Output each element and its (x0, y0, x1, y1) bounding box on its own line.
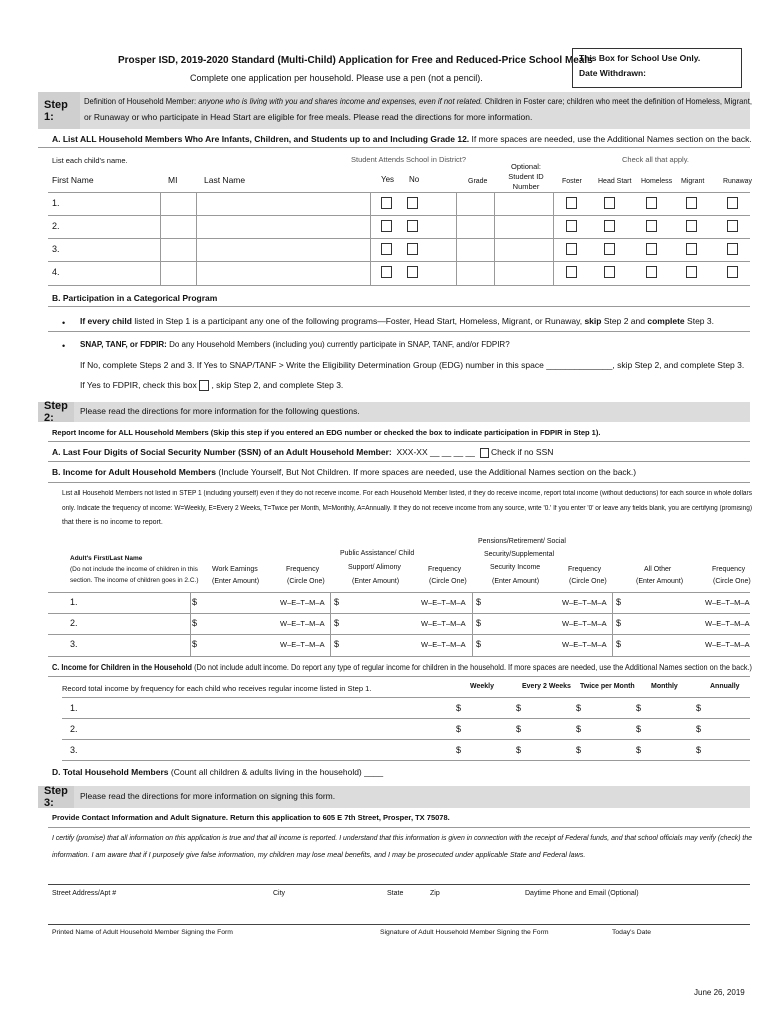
head-start-checkbox[interactable] (604, 266, 615, 278)
foster-checkbox[interactable] (566, 243, 577, 255)
attends-no-checkbox[interactable] (407, 220, 418, 232)
child-income-amount-field[interactable]: $ (576, 745, 582, 755)
attends-no-checkbox[interactable] (407, 243, 418, 255)
runaway-checkbox[interactable] (727, 220, 738, 232)
income-amount-field[interactable]: $ (192, 618, 198, 628)
ssn-row (52, 447, 553, 458)
child-income-amount-field[interactable]: $ (456, 724, 462, 734)
col-runaway: Runaway (723, 178, 752, 185)
income-amount-field[interactable]: $ (616, 639, 622, 649)
b2-text: SNAP, TANF, or FDPIR: Do any Household Members (including you) currently participate in SNAP, TANF, and/or FDPIR? (80, 340, 510, 349)
frequency-options[interactable]: W–E–T–M–A (705, 640, 750, 649)
date-withdrawn-label: Date Withdrawn: (579, 68, 646, 78)
frequency-options[interactable]: W–E–T–M–A (562, 640, 607, 649)
income-amount-field[interactable]: $ (616, 597, 622, 607)
attends-yes-checkbox[interactable] (381, 266, 392, 278)
frequency-options[interactable]: W–E–T–M–A (280, 598, 325, 607)
col-mi: MI (168, 175, 178, 185)
section-b-title: B. Participation in a Categorical Program (52, 293, 218, 303)
section-a-title: A. List ALL Household Members Who Are Infants, Children, and Students up to and Including Grade 12. (52, 134, 470, 144)
frequency-options[interactable]: W–E–T–M–A (562, 598, 607, 607)
homeless-checkbox[interactable] (646, 243, 657, 255)
no-ssn-label: Check if no SSN (491, 447, 554, 457)
col-twice-per-month: Twice per Month (580, 683, 635, 690)
b3-text: If No, complete Steps 2 and 3. If Yes to SNAP/TANF > Write the Eligibility Determination Group (EDG) number in this space ______________, skip Step 2, and complete Step 3. (80, 360, 745, 370)
income-amount-field[interactable]: $ (334, 597, 340, 607)
col-monthly: Monthly (651, 683, 678, 690)
migrant-checkbox[interactable] (686, 266, 697, 278)
col-no: No (409, 175, 420, 184)
col-annually: Annually (710, 683, 740, 690)
attends-yes-checkbox[interactable] (381, 220, 392, 232)
col-adult-name: Adult's First/Last Name (70, 555, 143, 562)
child-income-title: C. Income for Children in the Household (52, 662, 193, 672)
step2-label: Step 2: (38, 402, 74, 422)
col-all-other: All Other (644, 566, 672, 573)
certify-text-1: I certify (promise) that all information on this application is true and that all income is reported. I understand that this information is given in connection with the receipt of Federal funds, and that school officials may verify (check) the (52, 833, 752, 842)
child-income-instr: Record total income by frequency for each child who receives regular income listed in Step 1. (62, 684, 372, 693)
total-members-title: D. Total Household Members (52, 767, 169, 777)
child-row-number: 3. (52, 244, 60, 254)
zip-label: Zip (430, 890, 440, 897)
child-income-amount-field[interactable]: $ (516, 724, 522, 734)
col-pensions: Pensions/Retirement/ Social (478, 538, 566, 545)
col-yes: Yes (381, 175, 395, 184)
form-title: Prosper ISD, 2019-2020 Standard (Multi-Child) Application for Free and Reduced-Price School Meals (118, 55, 593, 66)
report-income: Report Income for ALL Household Members (Skip this step if you entered an EDG number or checked the box to indicate participation in FDPIR in Step 1). (52, 428, 601, 437)
frequency-options[interactable]: W–E–T–M–A (562, 619, 607, 628)
migrant-checkbox[interactable] (686, 220, 697, 232)
runaway-checkbox[interactable] (727, 197, 738, 209)
signature-label: Signature of Adult Household Member Signing the Form (380, 929, 549, 936)
attends-school-label: Student Attends School in District? (351, 155, 467, 164)
total-members-input[interactable]: ____ (364, 767, 384, 777)
printed-name-label: Printed Name of Adult Household Member Signing the Form (52, 929, 233, 936)
col-grade: Grade (468, 178, 488, 185)
frequency-options[interactable]: W–E–T–M–A (705, 619, 750, 628)
adult-income-heading (52, 467, 636, 477)
child-row-number: 4. (52, 267, 60, 277)
contact-info: Provide Contact Information and Adult Signature. Return this application to 605 E 7th Street, Prosper, TX 75078. (52, 813, 450, 822)
head-start-checkbox[interactable] (604, 220, 615, 232)
definition-text-2: Children in Foster care; children who meet the definition of Homeless, Migrant, (484, 96, 752, 106)
migrant-checkbox[interactable] (686, 197, 697, 209)
head-start-checkbox[interactable] (604, 243, 615, 255)
child-income-amount-field[interactable]: $ (696, 724, 702, 734)
col-migrant: Migrant (681, 178, 705, 185)
col-first-name: First Name (52, 175, 94, 185)
street-label: Street Address/Apt # (52, 890, 117, 897)
foster-checkbox[interactable] (566, 266, 577, 278)
b1-text: If every child listed in Step 1 is a participant any one of the following programs—Foster, Head Start, Homeless, Migrant, or Runaway, skip Step 2 and complete Step 3. (80, 316, 714, 326)
frequency-options[interactable]: W–E–T–M–A (421, 598, 466, 607)
col-weekly: Weekly (470, 683, 494, 690)
head-start-checkbox[interactable] (604, 197, 615, 209)
col-head-start: Head Start (598, 178, 632, 185)
child-income-row-number: 2. (70, 724, 78, 734)
col-every-2-weeks: Every 2 Weeks (522, 683, 571, 690)
child-income-amount-field[interactable]: $ (456, 703, 462, 713)
adult-row-number: 2. (70, 618, 78, 628)
footer-date: June 26, 2019 (694, 988, 745, 997)
child-income-amount-field[interactable]: $ (696, 703, 702, 713)
section-a-heading (52, 134, 752, 144)
list-child-name: List each child's name. (52, 156, 128, 165)
frequency-options[interactable]: W–E–T–M–A (421, 640, 466, 649)
child-income-amount-field[interactable]: $ (516, 745, 522, 755)
adult-income-title: B. Income for Adult Household Members (52, 467, 217, 477)
income-amount-field[interactable]: $ (476, 597, 482, 607)
attends-no-checkbox[interactable] (407, 197, 418, 209)
income-amount-field[interactable]: $ (476, 639, 482, 649)
col-work-earnings: Work Earnings (212, 566, 258, 573)
todays-date-label: Today's Date (612, 929, 652, 936)
office-use-label: This Box for School Use Only. (579, 53, 701, 63)
income-amount-field[interactable]: $ (192, 639, 198, 649)
step1-label: Step 1: (38, 92, 80, 129)
child-income-amount-field[interactable]: $ (576, 724, 582, 734)
adult-instructions-1: List all Household Members not listed in STEP 1 (including yourself) even if they do not receive income. For each Household Member listed, if they do receive income, report total income (without deductions) for each source in whole dollars (62, 490, 752, 497)
foster-checkbox[interactable] (566, 220, 577, 232)
runaway-checkbox[interactable] (727, 243, 738, 255)
phone-label: Daytime Phone and Email (Optional) (525, 890, 639, 897)
child-income-amount-field[interactable]: $ (576, 703, 582, 713)
frequency-options[interactable]: W–E–T–M–A (421, 619, 466, 628)
state-label: State (387, 890, 404, 897)
child-income-amount-field[interactable]: $ (516, 703, 522, 713)
child-income-amount-field[interactable]: $ (636, 724, 642, 734)
child-income-row-number: 1. (70, 703, 78, 713)
form-subtitle: Complete one application per household. Please use a pen (not a pencil). (190, 73, 483, 83)
adult-row-number: 3. (70, 639, 78, 649)
household-definition (84, 96, 752, 106)
child-row-number: 2. (52, 221, 60, 231)
foster-checkbox[interactable] (566, 197, 577, 209)
adult-instructions-2: only. Indicate the frequency of income: W=Weekly, E=Every 2 Weeks, T=Twice per Month, M=Monthly, A=Annually. If they do not receive income from any source, write '0.' If you enter '0' or leave any fields blank, you are certifying (promising) (62, 505, 752, 512)
child-income-heading (52, 662, 752, 672)
total-members (52, 767, 383, 777)
section-a-note: If more spaces are needed, use the Additional Names section on the back. (471, 134, 752, 144)
ssn-input[interactable]: XXX-XX __ __ __ __ (396, 447, 475, 457)
col-foster: Foster (562, 178, 582, 185)
no-ssn-checkbox[interactable] (480, 448, 489, 458)
attends-no-checkbox[interactable] (407, 266, 418, 278)
definition-text-3: or Runaway or who participate in Head Start are eligible for free meals. Please read the directions for more information. (84, 112, 533, 122)
certify-text-2: information. I am aware that if I purposely give false information, my children may lose meal benefits, and I may be prosecuted under applicable State and Federal laws. (52, 850, 586, 859)
attends-yes-checkbox[interactable] (381, 197, 392, 209)
income-amount-field[interactable]: $ (476, 618, 482, 628)
definition-label: Definition of Household Member: (84, 96, 197, 106)
income-amount-field[interactable]: $ (192, 597, 198, 607)
col-last-name: Last Name (204, 175, 246, 185)
child-income-amount-field[interactable]: $ (636, 703, 642, 713)
city-label: City (273, 890, 286, 897)
child-income-row-number: 3. (70, 745, 78, 755)
adult-row-number: 1. (70, 597, 78, 607)
check-all-label: Check all that apply. (622, 155, 689, 164)
b4-text: If Yes to FDPIR, check this box , skip Step 2, and complete Step 3. (80, 380, 344, 390)
child-income-note: (Do not include adult income. Do report any type of regular income for children in the household. If more spaces are needed, use the Additional Names section on the back.) (194, 662, 753, 672)
adult-instructions-3: that there is no income to report. (62, 519, 163, 526)
col-public-assistance: Public Assistance/ Child (340, 550, 415, 557)
fdpir-checkbox[interactable] (199, 380, 209, 391)
frequency-options[interactable]: W–E–T–M–A (705, 598, 750, 607)
step3-intro: Please read the directions for more information on signing this form. (80, 791, 336, 801)
income-amount-field[interactable]: $ (616, 618, 622, 628)
frequency-options[interactable]: W–E–T–M–A (280, 619, 325, 628)
income-amount-field[interactable]: $ (334, 618, 340, 628)
step3-label: Step 3: (38, 786, 74, 808)
child-income-amount-field[interactable]: $ (696, 745, 702, 755)
step2-intro: Please read the directions for more information for the following questions. (80, 406, 360, 416)
homeless-checkbox[interactable] (646, 220, 657, 232)
ssn-label: A. Last Four Digits of Social Security Number (SSN) of an Adult Household Member: (52, 447, 392, 457)
migrant-checkbox[interactable] (686, 243, 697, 255)
child-row-number: 1. (52, 198, 60, 208)
frequency-options[interactable]: W–E–T–M–A (280, 640, 325, 649)
child-income-amount-field[interactable]: $ (636, 745, 642, 755)
homeless-checkbox[interactable] (646, 266, 657, 278)
student-id-label: Optional: Student ID Number (508, 162, 544, 191)
attends-yes-checkbox[interactable] (381, 243, 392, 255)
total-members-note: (Count all children & adults living in the household) (170, 767, 362, 777)
income-amount-field[interactable]: $ (334, 639, 340, 649)
adult-income-note: (Include Yourself, But Not Children. If more spaces are needed, use the Additional Names section on the back.) (218, 467, 637, 477)
col-homeless: Homeless (641, 178, 673, 185)
definition-text: anyone who is living with you and shares income and expenses, even if not related. (198, 96, 483, 106)
child-income-amount-field[interactable]: $ (456, 745, 462, 755)
office-use-box (572, 48, 742, 88)
runaway-checkbox[interactable] (727, 266, 738, 278)
homeless-checkbox[interactable] (646, 197, 657, 209)
